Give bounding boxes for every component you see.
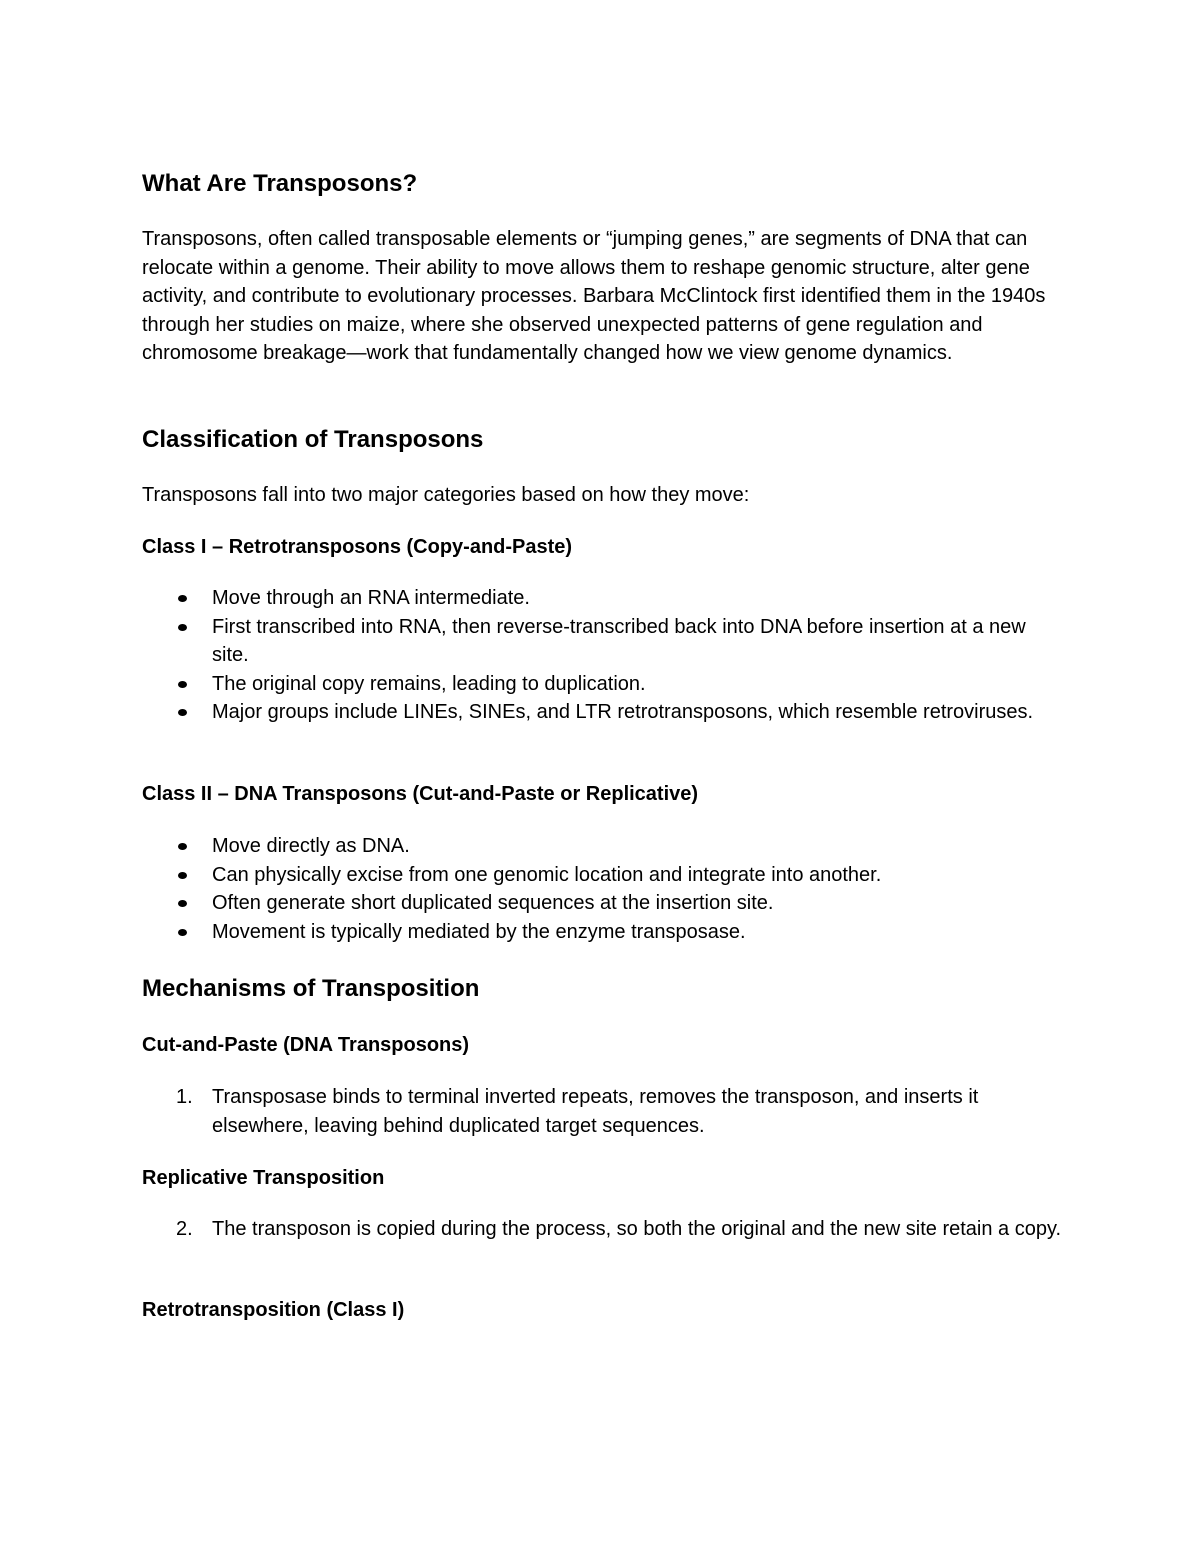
list-item bbox=[142, 613, 1062, 670]
section-heading-classification: Classification of Transposons bbox=[142, 426, 484, 453]
list-item-text: The original copy remains, leading to duplication. bbox=[212, 672, 646, 695]
classification-intro: Transposons fall into two major categories based on how they move: bbox=[142, 484, 750, 506]
subheading-replicative: Replicative Transposition bbox=[142, 1167, 385, 1189]
bullet-icon bbox=[178, 624, 187, 631]
list-item bbox=[142, 832, 1062, 861]
list-item-text: First transcribed into RNA, then reverse-transcribed back into DNA before insertion at a new site. bbox=[212, 615, 1026, 667]
cut-and-paste-list bbox=[142, 1083, 1062, 1140]
list-item-text: The transposon is copied during the process, so both the original and the new site retain a copy. bbox=[212, 1218, 1062, 1240]
class-i-list bbox=[142, 584, 1062, 727]
list-item-text: Major groups include LINEs, SINEs, and LTR retrotransposons, which resemble retroviruses. bbox=[212, 701, 1034, 724]
bullet-icon bbox=[178, 900, 187, 907]
list-item bbox=[142, 1083, 1062, 1140]
class-ii-list bbox=[142, 832, 1062, 946]
bullet-icon bbox=[178, 681, 187, 688]
list-item-text: Move directly as DNA. bbox=[212, 835, 410, 857]
subheading-retrotransposition: Retrotransposition (Class I) bbox=[142, 1299, 405, 1321]
list-item bbox=[142, 861, 1062, 890]
list-item-text: Can physically excise from one genomic location and integrate into another. bbox=[212, 863, 882, 886]
list-item-text: Transposase binds to terminal inverted repeats, removes the transposon, and inserts it elsewhere, leaving behind duplicated target sequences. bbox=[212, 1086, 979, 1137]
subheading-class-i: Class I – Retrotransposons (Copy-and-Paste) bbox=[142, 536, 573, 558]
subheading-cut-and-paste: Cut-and-Paste (DNA Transposons) bbox=[142, 1034, 470, 1056]
list-item bbox=[142, 584, 1062, 613]
subheading-class-ii: Class II – DNA Transposons (Cut-and-Paste or Replicative) bbox=[142, 783, 699, 805]
section-heading-mechanisms: Mechanisms of Transposition bbox=[142, 975, 480, 1002]
list-item-text: Movement is typically mediated by the enzyme transposase. bbox=[212, 920, 746, 943]
replicative-list bbox=[142, 1215, 1062, 1244]
list-item bbox=[142, 670, 1062, 699]
list-item-number: 2. bbox=[176, 1218, 193, 1240]
list-item-text: Move through an RNA intermediate. bbox=[212, 587, 530, 609]
intro-paragraph: Transposons, often called transposable elements or “jumping genes,” are segments of DNA that can relocate within a genome. Their ability to move allows them to reshape genomic structure, alter gene activity, and contribute to evolutionary processes. Barbara McClintock first identified them in the 1940s through her studies on maize, where she observed unexpected patterns of gene regulation and chromosome breakage—work that fundamentally changed how we view genome dynamics. bbox=[142, 228, 1046, 365]
bullet-icon bbox=[178, 843, 187, 850]
list-item bbox=[142, 1215, 1062, 1244]
bullet-icon bbox=[178, 872, 187, 879]
list-item bbox=[142, 918, 1062, 947]
bullet-icon bbox=[178, 595, 187, 602]
list-item bbox=[142, 889, 1062, 918]
list-item-number: 1. bbox=[176, 1086, 193, 1108]
bullet-icon bbox=[178, 929, 187, 936]
section-heading-what-are-transposons: What Are Transposons? bbox=[142, 170, 418, 197]
bullet-icon bbox=[178, 709, 187, 716]
list-item-text: Often generate short duplicated sequences at the insertion site. bbox=[212, 892, 774, 915]
list-item bbox=[142, 698, 1062, 727]
